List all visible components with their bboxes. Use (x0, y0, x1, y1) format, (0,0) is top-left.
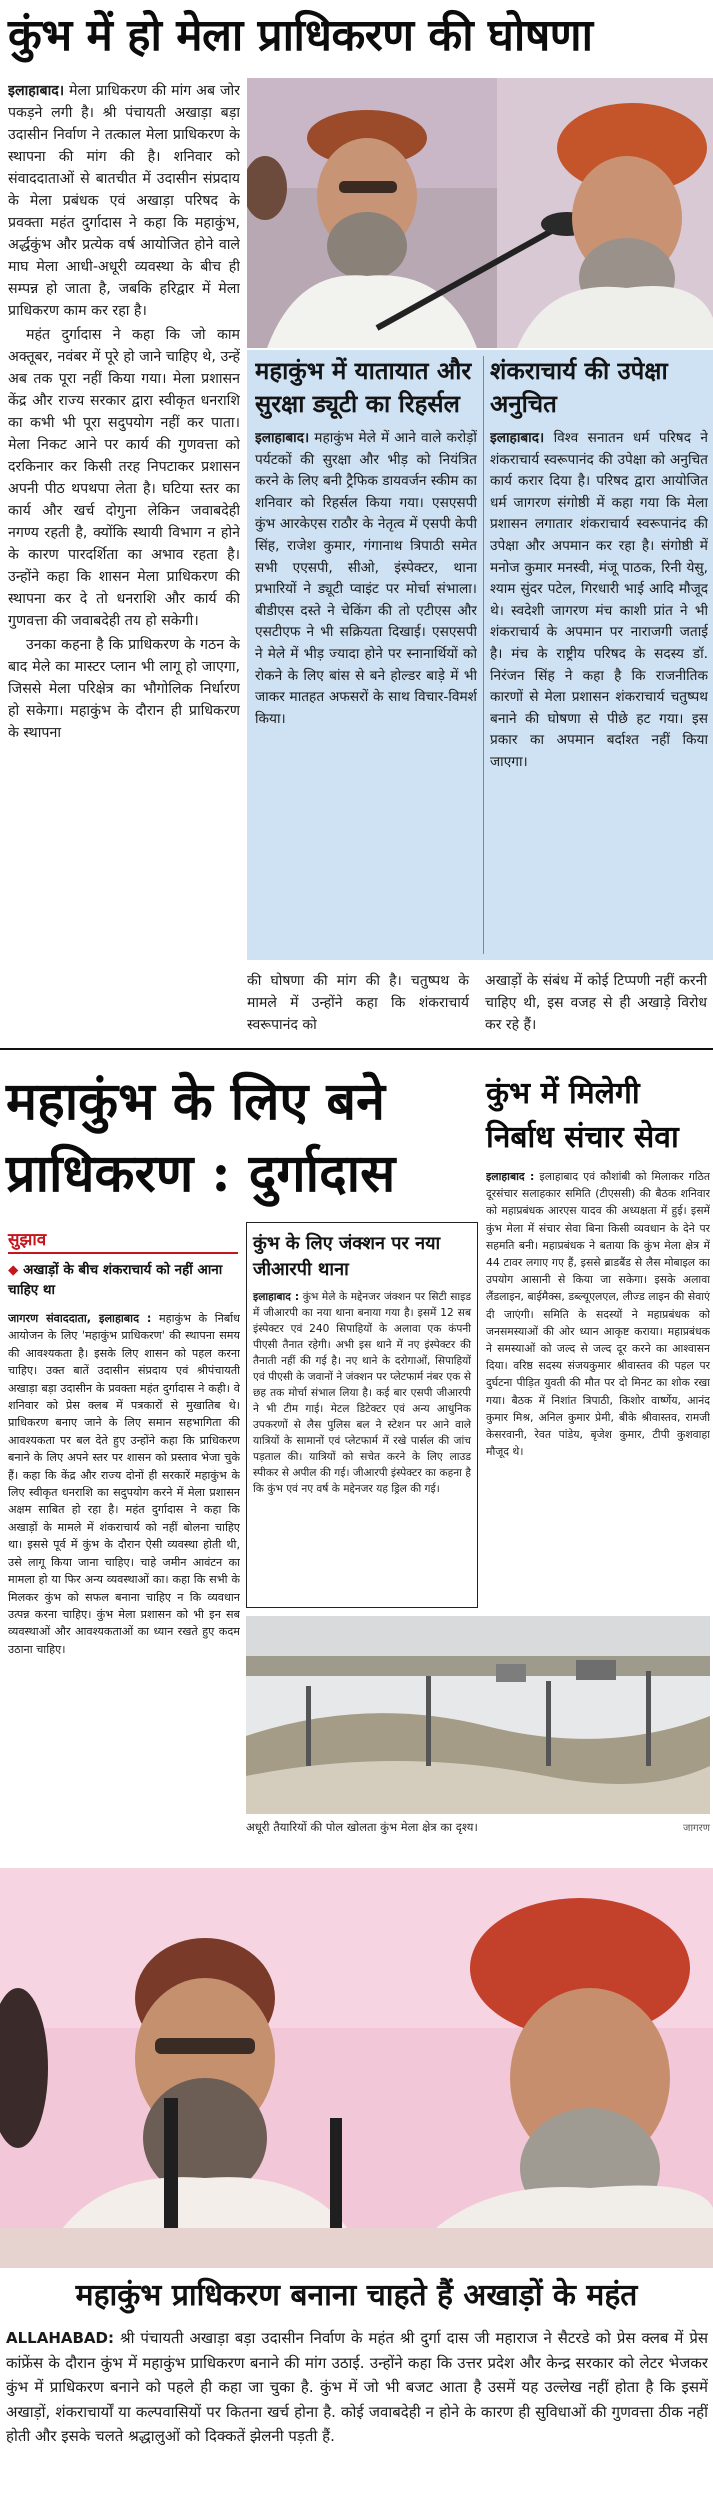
top-photo-two-saints (247, 78, 713, 348)
suggestion-rule (8, 1252, 238, 1254)
traffic-box-body: इलाहाबाद। महाकुंभ मेले में आने वाले करोड़ों पर्यटकों की सुरक्षा और भीड़ को नियंत्रित करने के लिए बनी ट्रैफिक डायवर्जन स्कीम का शनिवार को रिहर्सल किया गया। एसएसपी कुंभ आरकेएस राठौर के नेतृत्व में एसपी केपी सिंह, राजेश कुमार, गंगानाथ त्रिपाठी समेत सभी एएसपी, सीओ, इंस्पेक्टर, थाना प्रभारियों ने ड्यूटी प्वाइंट पर मोर्चा संभाला। बीडीएस दस्ते ने चेकिंग की तो एटीएस और एसटीएफ ने भी सक्रियता दिखाई। एसएसपी ने मेले में भीड़ ज्यादा होने पर स्नानार्थियों को रोकने के लिए बांस से बने होल्डर बाड़े में भी जाकर मातहत अफसरों के साथ विचार-विमर्श किया। (255, 430, 477, 727)
telecom-headline-line2: निर्बाध संचार सेवा (486, 1120, 679, 1155)
traffic-box-headline: महाकुंभ में यातायात और सुरक्षा ड्यूटी का रिहर्सल (255, 356, 472, 418)
top-story-para-3: उनका कहना है कि प्राधिकरण के गठन के बाद मेले का मास्टर प्लान भी लागू हो जाएगा, जिससे मेला परिक्षेत्र का भौगोलिक निर्धारण हो सकेगा। महाकुंभ के दौरान ही प्राधिकरण के स्थापना (8, 637, 240, 741)
section-divider (0, 1048, 713, 1050)
telecom-dateline: इलाहाबाद : (486, 1170, 535, 1183)
police-box-dateline: इलाहाबाद : (253, 1291, 300, 1303)
bullet-icon: ◆ (8, 1262, 19, 1278)
second-story-dateline: जागरण संवाददाता, इलाहाबाद : (8, 1312, 152, 1325)
caption-text: अधूरी तैयारियों की पोल खोलता कुंभ मेला क्षेत्र का दृश्य। (246, 1820, 478, 1834)
top-story-continuation-1: की घोषणा की मांग की है। चतुष्पथ के मामले में उन्होंने कहा कि शंकराचार्य स्वरूपानंद को (247, 973, 469, 1033)
mela-ground-photo (246, 1616, 710, 1814)
suggestion-bullet: ◆ अखाड़ों के बीच शंकराचार्य को नहीं आना चाहिए था (8, 1262, 223, 1298)
bottom-story-body: ALLAHABAD: श्री पंचायती अखाड़ा बड़ा उदासीन निर्वाण के महंत श्री दुर्गा दास जी महाराज ने सैटरडे को प्रेस क्लब में प्रेस कांफ्रेंस के दौरान कुंभ में महाकुंभ प्राधिकरण बनाने की मांग उठाई. उन्होंने कहा कि उत्तर प्रदेश और केन्द्र सरकार को लेटर भेजकर कुंभ में प्राधिकरण बनाने को पहले ही कहा जा चुका है. कुंभ में जो भी बजट आता है उसमें यह उल्लेख नहीं होता है कि इसमें अखाड़ों, शंकराचार्यों या कल्पवासियों पर कितना खर्च होना है. कोई जवाबदेही न होने के कारण ही सुविधाओं की गुणवत्ता ठीक नहीं होती और इसके चलते श्रद्धालुओं को दिक्कतें झेलनी पड़ती हैं. (6, 2329, 708, 2445)
caption-credit: जागरण (683, 1823, 710, 1834)
shankaracharya-box-headline: शंकराचार्य की उपेक्षा अनुचित (490, 356, 668, 418)
top-story-para-1: इलाहाबाद। मेला प्राधिकरण की मांग अब जोर पकड़ने लगी है। श्री पंचायती अखाड़ा बड़ा उदासीन निर्वाण ने तत्काल मेला प्राधिकरण के स्थापना की मांग की है। शनिवार को संवाददाताओं से बातचीत में उदासीन संप्रदाय के मेला प्रबंधक एवं अखाड़ा परिषद के प्रवक्ता महंत दुर्गादास ने कहा कि महाकुंभ, अर्द्धकुंभ और प्रत्येक वर्ष आयोजित होने वाले माघ मेला आधी-अधूरी व्यवस्था के बीच ही सम्पन्न हो जाता है, जबकि हरिद्वार में मेला प्राधिकरण काम कर रहा है। (8, 83, 240, 319)
top-photo-illustration (247, 78, 713, 348)
top-story-body (8, 80, 240, 1020)
bottom-story-dateline: ALLAHABAD: (6, 2329, 114, 2347)
second-story-body: जागरण संवाददाता, इलाहाबाद : महाकुंभ के निर्बाध आयोजन के लिए 'महाकुंभ प्राधिकरण' की स्थापना समय की आवश्यकता है। इसके लिए शासन को पहल करना चाहिए। उक्त बातें उदासीन संप्रदाय एवं श्रीपंचायती अखाड़ा बड़ा उदासीन के प्रवक्ता महंत दुर्गादास ने कही। वे शनिवार को प्रेस क्लब में पत्रकारों से मुखातिब थे। प्राधिकरण बनाए जाने के लिए समान सहभागिता की आवश्यकता पर बल देते हुए उन्होंने कहा कि प्राधिकरण बनाने के लिए अपने स्तर पर शासन को प्रस्ताव भेजा चुके हैं। कहा कि केंद्र और राज्य दोनों ही सरकारें महाकुंभ के लिए स्वीकृत धनराशि का सदुपयोग करने में मेला प्रशासन अक्षम साबित हो रहा है। महंत दुर्गादास ने कहा कि अखाड़ों के मामले में शंकराचार्य को नहीं बोलना चाहिए था। इससे पूर्व में कुंभ के दौरान ऐसी व्यवस्था होती थी, उसे लागू किया जाना चाहिए। चाहे जमीन आवंटन का मामला हो या फिर अन्य व्यवस्थाओं का। कहा कि सभी के मिलकर कुंभ को सफल बनाना चाहिए न कि व्यवधान उत्पन्न करना चाहिए। कुंभ मेला प्रशासन को भी इन सब व्यवस्थाओं और आवश्यकताओं का ध्यान रखते हुए कदम उठाना चाहिए। (8, 1312, 240, 1656)
suggestion-label: सुझाव (8, 1230, 47, 1250)
police-box-headline: कुंभ के लिए जंक्शन पर नया जीआरपी थाना (253, 1233, 441, 1280)
main-headline: कुंभ में हो मेला प्राधिकरण की घोषणा (0, 0, 713, 72)
mela-photo-caption (246, 1820, 710, 1835)
second-story-headline-line2: प्राधिकरण : दुर्गादास (6, 1143, 396, 1204)
shankaracharya-box (490, 354, 708, 954)
telecom-body: इलाहाबाद : इलाहाबाद एवं कौशांबी को मिलाकर गठित दूरसंचार सलाहकार समिति (टीएससी) की बैठक शनिवार को महाप्रबंधक आरएस यादव की अध्यक्षता में हुई। इसमें कुंभ मेला में संचार सेवा बिना किसी व्यवधान के देने पर सहमति बनी। महाप्रबंधक ने बताया कि कुंभ मेला क्षेत्र में 44 टावर लगाए गए हैं, इससे ब्राडबैंड से लैस मोबाइल का उपयोग आसानी से किया जा सकेगा। इसके अलावा लैंडलाइन, बाईमैक्स, डब्ल्यूएलएल, लीज्ड लाइन की सेवाएं दी जाएंगी। समिति के सदस्यों ने महाप्रबंधक को जनसमस्याओं की ओर ध्यान आकृष्ट कराया। महाप्रबंधक ने समस्याओं को जल्द से जल्द दूर करने का आश्वासन दिया। वरिष्ठ सदस्य संजयकुमार श्रीवास्तव की पहल पर दुर्घटना पीड़ित युवती की मौत पर दो मिनट का शोक रखा गया। बैठक में निशांत त्रिपाठी, किशोर वार्ष्णेय, आनंद कुमार मिश्र, अनिल कुमार प्रेमी, बीके श्रीवास्तव, रामजी केसरवानी, रेवत पांडेय, बृजेश कुमार, टीपी कुशवाहा मौजूद थे। (486, 1170, 710, 1459)
telecom-headline-line1: कुंभ में मिलेगी (486, 1076, 640, 1111)
bottom-photo-illustration (0, 1868, 713, 2268)
telecom-headline (486, 1072, 710, 1160)
blue-box-divider (483, 356, 484, 954)
second-story-headline (6, 1066, 481, 1210)
police-box (246, 1222, 478, 1608)
second-story-headline-line1: महाकुंभ के लिए बने (6, 1071, 385, 1132)
police-box-body: इलाहाबाद : कुंभ मेले के मद्देनजर जंक्शन पर सिटी साइड में जीआरपी का नया थाना बनाया गया है। इसमें 12 सब इंस्पेक्टर एवं 240 सिपाहियों के अलावा एक कंपनी पीएसी तैनात रहेगी। अभी इस थाने में नए इंस्पेक्टर की तैनाती नहीं की गई है। नए थाने के दरोगाओं, सिपाहियों एवं पीएसी के जवानों ने जंक्शन पर प्लेटफार्म नंबर एक से छह तक मोर्चा संभाल लिया है। कई बार एसपी जीआरपी ने भी टीम गाई। मेटल डिटेक्टर एवं अन्य आधुनिक उपकरणों से लैस पुलिस बल ने स्टेशन पर आने वाले यात्रियों के सामानों एवं प्लेटफार्म में रखे पार्सल की जांच पड़ताल की। यात्रियों को सचेत करने के लिए लाउड स्पीकर से अपील की गई। जीआरपी इंस्पेक्टर का कहना है कि कुंभ एवं नए वर्ष के मद्देनजर यह ड्रिल की गई। (253, 1291, 472, 1495)
shankaracharya-box-body: इलाहाबाद। विश्व सनातन धर्म परिषद ने शंकराचार्य स्वरूपानंद की उपेक्षा को अनुचित कार्य करार दिया है। परिषद द्वारा आयोजित धर्म जागरण संगोष्ठी में कहा गया कि मेला प्रशासन लगातार शंकराचार्य स्वरूपानंद की उपेक्षा और अपमान कर रहा है। संगोष्ठी में मनोज कुमार मनस्वी, मंजू पाठक, रिनी येसु, श्याम सुंदर पटेल, गिरधारी भाई आदि मौजूद थे। स्वदेशी जागरण मंच काशी प्रांत ने भी शंकराचार्य के अपमान पर नाराजगी जताई है। मंच के राष्ट्रीय परिषद के सदस्य डॉ. निरंजन सिंह ने कहा है कि राजनीतिक कारणों से मेला प्रशासन शंकराचार्य चतुष्पथ बनाने की घोषणा से पीछे हट गया। इस प्रकार का अपमान बर्दाश्त नहीं किया जाएगा। (490, 430, 708, 770)
top-story-dateline: इलाहाबाद। (8, 83, 65, 99)
shankaracharya-box-dateline: इलाहाबाद। (490, 430, 545, 446)
traffic-box-dateline: इलाहाबाद। (255, 430, 310, 446)
traffic-box (255, 354, 477, 954)
bottom-headline: महाकुंभ प्राधिकरण बनाना चाहते हैं अखाड़ों के महंत (0, 2268, 713, 2324)
top-story-continuation-2: अखाड़ों के संबंध में कोई टिप्पणी नहीं करनी चाहिए थी, इस वजह से ही अखाड़े विरोध कर रहे हैं। (485, 973, 707, 1033)
bottom-photo-two-saints (0, 1868, 713, 2268)
top-story-para-2: महंत दुर्गादास ने कहा कि जो काम अक्तूबर, नवंबर में पूरे हो जाने चाहिए थे, उन्हें अब तक पूरा नहीं किया गया। मेला प्रशासन केंद्र और राज्य सरकार द्वारा स्वीकृत धनराशि का कभी भी पूरा सदुपयोग नहीं कर पाता। मेला निकट आने पर कार्य की गुणवत्ता को दरकिनार कर किसी तरह निपटाकर प्रशासन अपनी पीठ थपथपा लेता है। घटिया स्तर का कार्य और खर्च दोगुना लेकिन जवाबदेही नगण्य रहती है, क्योंकि स्थायी विभाग न होने के कारण पारदर्शिता का अभाव रहता है। उन्होंने कहा कि शासन मेला प्राधिकरण की स्थापना कर दे तो धनराशि और कार्य की गुणवत्ता की जवाबदेही तय हो सकेगी। (8, 327, 240, 629)
mela-ground-illustration (246, 1616, 710, 1814)
